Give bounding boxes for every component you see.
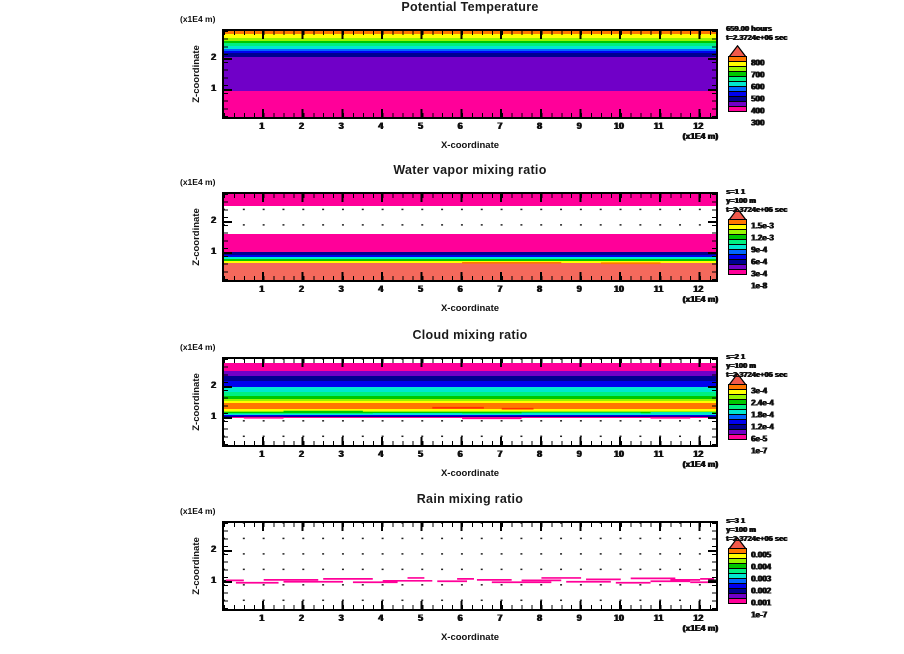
x-tick-label: 2 xyxy=(298,121,304,131)
panel-rain-mixing-ratio xyxy=(180,492,904,654)
ticks-left-minor xyxy=(224,194,228,280)
y-tick-label: 2 xyxy=(210,544,216,555)
y-major-tick xyxy=(224,386,232,388)
x-tick-label: 4 xyxy=(378,284,384,294)
y-major-tick xyxy=(224,252,232,254)
x-tick-label: 3 xyxy=(338,613,344,623)
plot-area xyxy=(222,29,718,119)
y-major-tick xyxy=(224,89,232,91)
contour-overlay xyxy=(224,194,716,280)
y-tick-label: 1 xyxy=(210,575,216,585)
colorbar-tick-label: 1e-7 xyxy=(751,446,768,456)
plot-annotation xyxy=(726,352,856,379)
colorbar-boxes xyxy=(728,385,747,440)
x-tick-label: 11 xyxy=(653,613,664,623)
x-tick-label: 1 xyxy=(259,613,265,623)
contour-overlay xyxy=(224,359,716,445)
colorbar-tick-label: 1.8e-4 xyxy=(751,410,774,420)
colorbar-tick-label: 600 xyxy=(751,82,765,92)
colorbar-tick-label: 3e-4 xyxy=(751,269,768,279)
x-tick-label: 11 xyxy=(653,284,664,294)
x-tick-label: 11 xyxy=(653,449,664,459)
x-tick-label: 10 xyxy=(613,121,624,131)
ticks-left-minor xyxy=(224,523,228,609)
y-tick-labels xyxy=(202,357,220,447)
y-axis-label: Z-coordinate xyxy=(190,373,202,431)
annotation-line: y=100 m xyxy=(726,196,756,205)
colorbar-boxes xyxy=(728,57,747,112)
x-tick-label: 5 xyxy=(417,613,423,623)
x-tick-label: 7 xyxy=(497,449,503,459)
x-axis-label: X-coordinate xyxy=(440,632,500,643)
y-major-tick xyxy=(708,417,716,419)
ticks-top-major xyxy=(262,194,703,202)
y-major-tick xyxy=(708,252,716,254)
ticks-bottom-major xyxy=(262,437,703,445)
panel-title: Potential Temperature xyxy=(401,0,539,14)
colorbar-box xyxy=(728,434,747,440)
ticks-left-minor xyxy=(224,31,228,117)
y-axis-unit: (x1E4 m) xyxy=(180,14,216,24)
annotation-line: 659.00 hours xyxy=(726,24,772,33)
y-tick-label: 1 xyxy=(210,411,216,421)
colorbar-box xyxy=(728,106,747,112)
colorbar-tick-label: 6e-5 xyxy=(751,434,768,444)
y-tick-label: 2 xyxy=(210,215,216,226)
x-tick-label: 2 xyxy=(298,449,304,459)
y-major-tick xyxy=(224,221,232,223)
ticks-bottom-major xyxy=(262,109,703,117)
colorbar-tick-label: 1e-7 xyxy=(751,610,768,620)
x-tick-label: 6 xyxy=(457,284,463,294)
y-axis-unit: (x1E4 m) xyxy=(180,342,216,352)
ticks-right-minor xyxy=(712,31,716,117)
x-tick-label: 7 xyxy=(497,613,503,623)
x-tick-label: 3 xyxy=(338,121,344,131)
x-tick-label: 1 xyxy=(259,121,265,131)
x-tick-label: 9 xyxy=(576,449,582,459)
colorbar-tick-label: 400 xyxy=(751,106,765,116)
x-tick-label: 11 xyxy=(653,121,664,131)
x-axis-unit: (x1E4 m) xyxy=(682,459,718,469)
y-major-tick xyxy=(224,550,232,552)
x-tick-label: 6 xyxy=(457,121,463,131)
x-axis-label: X-coordinate xyxy=(440,140,500,151)
colorbar-tick-label: 0.003 xyxy=(751,574,772,584)
y-tick-label: 1 xyxy=(210,246,216,256)
ticks-left-minor xyxy=(224,359,228,445)
colorbar-tick-label: 800 xyxy=(751,58,765,68)
panel-cloud-mixing-ratio xyxy=(180,328,904,491)
y-major-tick xyxy=(708,58,716,60)
colorbar-tick-label: 500 xyxy=(751,94,765,104)
y-major-tick xyxy=(224,58,232,60)
x-tick-label: 8 xyxy=(536,613,542,623)
x-tick-label: 12 xyxy=(693,121,704,131)
ticks-top-major xyxy=(262,359,703,367)
ticks-right-minor xyxy=(712,523,716,609)
x-tick-label: 4 xyxy=(378,613,384,623)
x-tick-label: 10 xyxy=(613,613,624,623)
colorbar-tick-label: 1e-8 xyxy=(751,281,768,291)
x-tick-label: 5 xyxy=(417,284,423,294)
x-tick-label: 7 xyxy=(497,284,503,294)
x-tick-label: 6 xyxy=(457,613,463,623)
x-axis-unit: (x1E4 m) xyxy=(682,131,718,141)
colorbar-box xyxy=(728,269,747,275)
colorbar-box xyxy=(728,598,747,604)
y-major-tick xyxy=(224,417,232,419)
colorbar-boxes xyxy=(728,549,747,604)
colorbar-tick-label: 3e-4 xyxy=(751,386,768,396)
y-tick-labels xyxy=(202,521,220,611)
x-tick-label: 10 xyxy=(613,449,624,459)
ticks-top-major xyxy=(262,31,703,39)
x-tick-label: 2 xyxy=(298,613,304,623)
y-tick-label: 2 xyxy=(210,380,216,391)
x-tick-label: 8 xyxy=(536,121,542,131)
colorbar-tick-label: 300 xyxy=(751,118,765,128)
x-tick-label: 5 xyxy=(417,449,423,459)
panel-title: Cloud mixing ratio xyxy=(412,328,528,342)
colorbar-tick-label: 1.2e-4 xyxy=(751,422,774,432)
x-axis-unit: (x1E4 m) xyxy=(682,294,718,304)
x-tick-label: 3 xyxy=(338,449,344,459)
x-tick-label: 4 xyxy=(378,449,384,459)
annotation-line: t=2.3724e+06 sec xyxy=(726,33,788,42)
annotation-line: y=100 m xyxy=(726,525,756,534)
y-tick-labels xyxy=(202,29,220,119)
x-tick-label: 3 xyxy=(338,284,344,294)
plot-annotation xyxy=(726,516,856,543)
colorbar-tick-label: 0.004 xyxy=(751,562,772,572)
y-tick-label: 2 xyxy=(210,52,216,63)
x-tick-label: 9 xyxy=(576,284,582,294)
annotation-line: t=2.3724e+06 sec xyxy=(726,205,788,214)
x-tick-label: 4 xyxy=(378,121,384,131)
x-tick-label: 9 xyxy=(576,613,582,623)
colorbar-tick-label: 9e-4 xyxy=(751,245,768,255)
y-major-tick xyxy=(708,581,716,583)
ticks-bottom-major xyxy=(262,272,703,280)
x-axis-label: X-coordinate xyxy=(440,303,500,314)
plot-annotation xyxy=(726,187,856,214)
panel-water-vapor-mixing-ratio xyxy=(180,163,904,326)
annotation-line: s=3 1 xyxy=(726,516,745,525)
y-major-tick xyxy=(224,581,232,583)
y-tick-label: 1 xyxy=(210,83,216,93)
x-tick-label: 7 xyxy=(497,121,503,131)
x-tick-label: 8 xyxy=(536,449,542,459)
ticks-right-minor xyxy=(712,359,716,445)
panel-potential-temperature xyxy=(180,0,904,163)
y-major-tick xyxy=(708,221,716,223)
colorbar-tick-label: 6e-4 xyxy=(751,257,768,267)
y-axis-label: Z-coordinate xyxy=(190,208,202,266)
colorbar-tick-label: 0.001 xyxy=(751,598,772,608)
plot-annotation xyxy=(726,24,856,42)
x-tick-label: 12 xyxy=(693,449,704,459)
colorbar-tick-label: 1.5e-3 xyxy=(751,221,774,231)
x-tick-label: 12 xyxy=(693,284,704,294)
ticks-right-minor xyxy=(712,194,716,280)
x-axis-label: X-coordinate xyxy=(440,468,500,479)
colorbar-tick-label: 1.2e-3 xyxy=(751,233,774,243)
y-axis-unit: (x1E4 m) xyxy=(180,177,216,187)
x-tick-label: 9 xyxy=(576,121,582,131)
x-tick-label: 1 xyxy=(259,284,265,294)
y-axis-label: Z-coordinate xyxy=(190,45,202,103)
x-tick-label: 1 xyxy=(259,449,265,459)
annotation-line: t=2.3724e+06 sec xyxy=(726,370,788,379)
panel-title: Rain mixing ratio xyxy=(416,492,524,506)
panel-title: Water vapor mixing ratio xyxy=(393,163,547,177)
y-tick-labels xyxy=(202,192,220,282)
ticks-top-major xyxy=(262,523,703,531)
y-axis-label: Z-coordinate xyxy=(190,537,202,595)
plot-area xyxy=(222,521,718,611)
colorbar-tick-label: 0.005 xyxy=(751,550,772,560)
y-major-tick xyxy=(708,550,716,552)
annotation-line: s=1 1 xyxy=(726,187,745,196)
colorbar-tick-label: 700 xyxy=(751,70,765,80)
annotation-line: s=2 1 xyxy=(726,352,745,361)
ticks-bottom-major xyxy=(262,601,703,609)
annotation-line: t=2.3724e+06 sec xyxy=(726,534,788,543)
colorbar-tick-label: 0.002 xyxy=(751,586,772,596)
x-tick-label: 8 xyxy=(536,284,542,294)
colorbar-boxes xyxy=(728,220,747,275)
annotation-line: y=100 m xyxy=(726,361,756,370)
x-tick-label: 2 xyxy=(298,284,304,294)
plot-area xyxy=(222,192,718,282)
contour-overlay xyxy=(224,523,716,609)
y-major-tick xyxy=(708,89,716,91)
x-tick-label: 5 xyxy=(417,121,423,131)
colorbar-tick-label: 2.4e-4 xyxy=(751,398,774,408)
contour-overlay xyxy=(224,31,716,117)
x-tick-label: 10 xyxy=(613,284,624,294)
x-tick-label: 6 xyxy=(457,449,463,459)
y-major-tick xyxy=(708,386,716,388)
x-axis-unit: (x1E4 m) xyxy=(682,623,718,633)
plot-area xyxy=(222,357,718,447)
y-axis-unit: (x1E4 m) xyxy=(180,506,216,516)
x-tick-label: 12 xyxy=(693,613,704,623)
